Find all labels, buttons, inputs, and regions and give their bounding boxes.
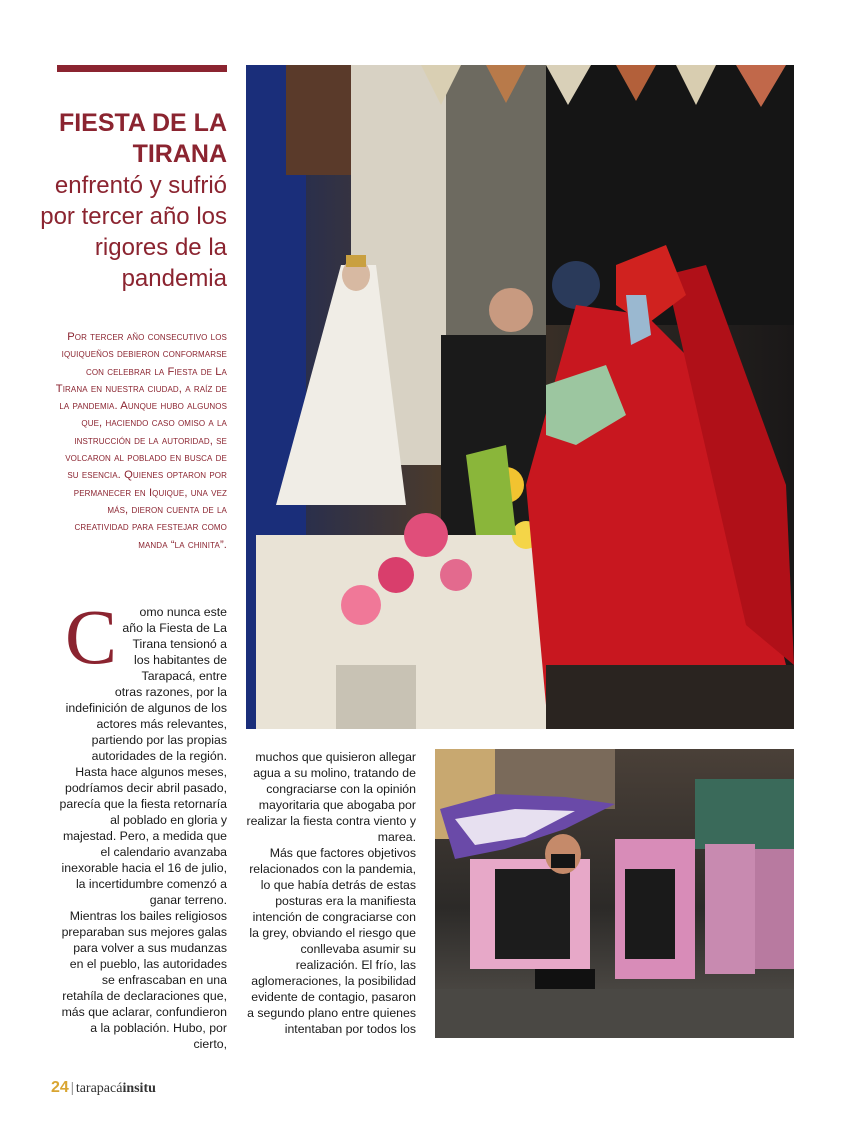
lead-paragraph [52, 329, 227, 554]
magazine-name [76, 1081, 156, 1096]
magazine-name-light: tarapacá [75, 1081, 123, 1096]
title-bold: FIESTA DE LA TIRANA [58, 109, 227, 168]
photo-virgin-altar-dancer [246, 65, 794, 729]
page-number: 24 [51, 1079, 69, 1096]
footer-separator: | [70, 1080, 74, 1096]
body-paragraph: omo nunca este año la Fiesta de La Tirana tensionó a los habitantes de Tarapacá, entre otras razones, por la indefinición de algunos de los actores más relevantes, partiendo por las propias autoridades de la región. Hasta hace algunos meses, podríamos decir abril pasado, parecía que la fiesta retornaría al poblado en gloria y majestad. Pero, a medida que el calendario avanzaba inexorable hacia el 16 de julio, la incertidumbre comenzó a ganar terreno. [59, 605, 227, 907]
body-column-1 [59, 593, 227, 1052]
magazine-name-bold: insitu [122, 1081, 156, 1096]
body-paragraph: Más que factores objetivos relacionados con la pandemia, lo que había detrás de estas posturas era la manifiesta intención de congraciarse con la grey, obviando el riesgo que conllevaba asumir su realización. El frío, las aglomeraciones, la posibilidad evidente de contagio, pasaron a segundo plano entre quienes intentaban por todos los [247, 846, 416, 1036]
body-paragraph: Mientras los bailes religiosos preparaban sus mejores galas para volver a sus mudanzas en el pueblo, las autoridades se enfrascaban en una retahíla de declaraciones que, más que aclarar, confundieron a la población. Hubo, por cierto, [61, 909, 227, 1051]
body-paragraph: muchos que quisieron allegar agua a su molino, tratando de congraciarse con la opinión mayoritaria que abogaba por realizar la fiesta contra viento y marea. [246, 750, 416, 844]
article-title [40, 108, 227, 294]
drop-cap: C [65, 593, 118, 680]
body-column-2 [246, 749, 416, 1037]
page-footer [51, 1078, 156, 1099]
photo-dancers-parade [435, 749, 794, 1038]
title-accent-bar [57, 65, 227, 72]
title-rest: enfrentó y sufrió por tercer año los rigores de la pandemia [40, 172, 227, 292]
lead-text: Por tercer año consecutivo los iquiqueños debieron conformarse con celebrar la Fiesta de La Tirana en nuestra ciudad, a raíz de la pandemia. Aunque hubo algunos que, haciendo caso omiso a la instrucción de la autoridad, se volcaron al poblado en busca de su esencia. Quienes optaron por permanecer en Iquique, una vez más, dieron cuenta de la creatividad para festejar como manda “la chinita”. [55, 331, 227, 551]
